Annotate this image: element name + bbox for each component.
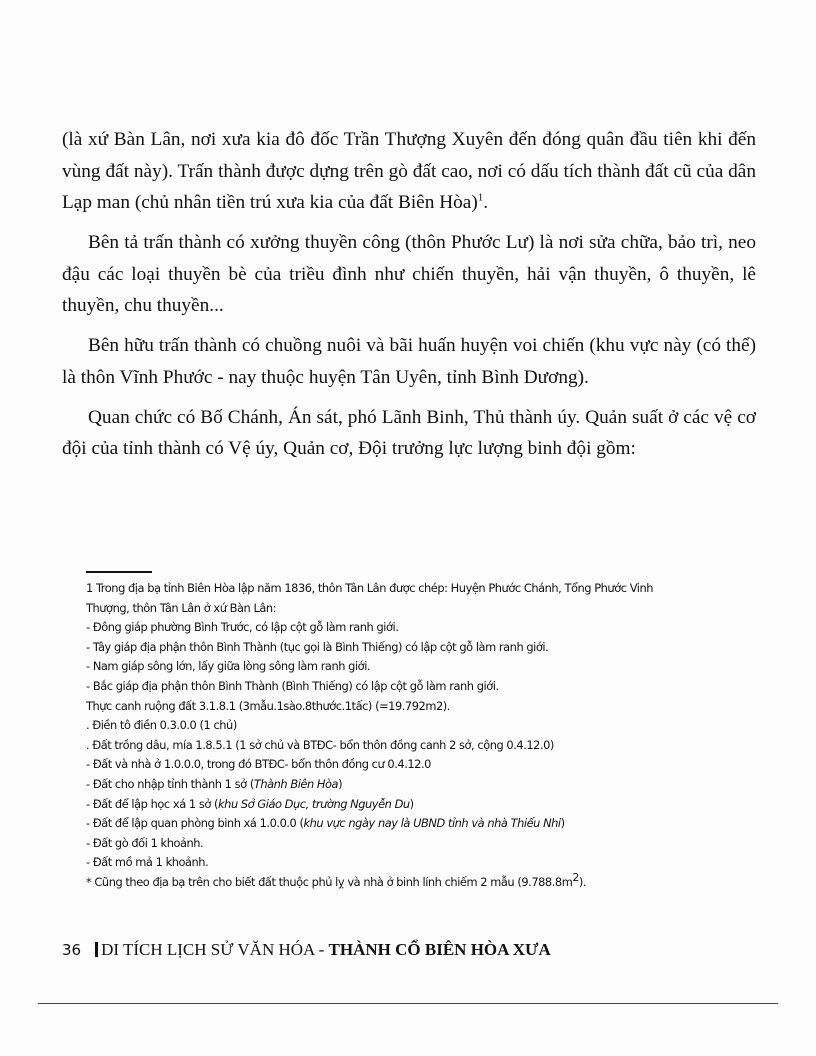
footnote-line: - Nam giáp sông lớn, lấy giữa lòng sông làm ranh giới. [86, 659, 371, 674]
footnote-line: - Đất mồ mả 1 khoảnh. [86, 855, 209, 870]
superscript: 2 [572, 871, 579, 885]
footnote-line: . Điền tô điền 0.3.0.0 (1 chủ) [86, 718, 237, 733]
footnotes [86, 579, 756, 893]
body-text [62, 124, 756, 473]
footnote-line: - Đất gò đối 1 khoảnh. [86, 835, 204, 850]
page-footer [62, 940, 551, 960]
text: - Đất để lập học xá 1 sở ( [86, 796, 219, 811]
footer-separator [95, 942, 98, 957]
paragraph: Quan chức có Bố Chánh, Án sát, phó Lãnh Binh, Thủ thành úy. Quản suất ở các vệ cơ đội của tỉnh thành có Vệ úy, Quản cơ, Đội trưởng lực lượng binh đội gồm: [62, 406, 756, 459]
footnote-line: - Bắc giáp địa phận thôn Bình Thành (Bình Thiếng) có lập cột gỗ làm ranh giới. [86, 678, 499, 693]
footnote-line [86, 873, 756, 893]
text: ) [338, 776, 343, 791]
paragraph: Bên hữu trấn thành có chuồng nuôi và bãi huấn huyện voi chiến (khu vực này (có thể) là thôn Vĩnh Phước - nay thuộc huyện Tân Uyên, tỉnh Bình Dương). [62, 335, 756, 388]
footnote-line: 1 Trong địa bạ tỉnh Biên Hòa lập năm 1836, thôn Tân Lân được chép: Huyện Phước Chánh, Tổng Phước Vinh [86, 581, 654, 595]
series-title: DI TÍCH LỊCH SỬ VĂN HÓA - [101, 940, 329, 959]
book-title: THÀNH CỔ BIÊN HÒA XƯA [328, 940, 551, 959]
italic-text: khu Sở Giáo Dục, trường Nguyễn Du [218, 796, 410, 811]
footnote-divider [86, 571, 152, 573]
paragraph [62, 124, 756, 219]
footnote-line: Thượng, thôn Tân Lân ở xứ Bàn Lân: [86, 600, 277, 615]
footnote-line [86, 814, 756, 834]
footnote-line: - Tây giáp địa phận thôn Bình Thành (tục gọi là Bình Thiếng) có lập cột gỗ làm ranh giới. [86, 639, 549, 654]
paragraph-text: (là xứ Bàn Lân, nơi xưa kia đô đốc Trần Thượng Xuyên đến đóng quân đầu tiên khi đến vùng đất này). Trấn thành được dựng trên gò đất cao, nơi có dấu tích thành đất cũ của dân Lạp man (chủ nhân tiền trú xưa kia của đất Biên Hòa) [62, 129, 756, 213]
text: * Cũng theo địa bạ trên cho biết đất thuộc phủ lỵ và nhà ở binh lính chiếm 2 mẫu (9.788.8m [86, 874, 573, 889]
footnote-line: Thực canh ruộng đất 3.1.8.1 (3mẫu.1sào.8thước.1tấc) (=19.792m2). [86, 698, 450, 713]
footnote-line: - Đông giáp phường Bình Trước, có lập cột gỗ làm ranh giới. [86, 620, 399, 635]
text: ). [578, 874, 587, 889]
footnote-line: - Đất và nhà ở 1.0.0.0, trong đó BTĐC- bổn thôn đồng cư 0.4.12.0 [86, 757, 431, 772]
text: ) [409, 796, 414, 811]
text: ) [560, 816, 565, 831]
text: - Đất để lập quan phòng binh xá 1.0.0.0 ( [86, 816, 304, 831]
footnote-ref[interactable]: 1 [477, 191, 484, 204]
footnote-line [86, 775, 756, 795]
italic-text: Thành Biên Hòa [253, 776, 339, 791]
footnote-line [86, 795, 756, 815]
page-number: 36 [62, 941, 82, 959]
text: - Đất cho nhập tỉnh thành 1 sở ( [86, 776, 254, 791]
italic-text: khu vực ngày nay là UBND tỉnh và nhà Thiếu Nhi [303, 816, 561, 831]
page-bottom-rule [38, 1003, 778, 1004]
footnote-line: . Đất trồng dâu, mía 1.8.5.1 (1 sở chủ và BTĐC- bổn thôn đồng canh 2 sở, cộng 0.4.12.0) [86, 737, 554, 752]
paragraph: Bên tả trấn thành có xưởng thuyền công (thôn Phước Lư) là nơi sửa chữa, bảo trì, neo đậu các loại thuyền bè của triều đình như chiến thuyền, hải vận thuyền, ô thuyền, lê thuyền, chu thuyền... [62, 232, 756, 316]
paragraph-end: . [483, 192, 489, 213]
